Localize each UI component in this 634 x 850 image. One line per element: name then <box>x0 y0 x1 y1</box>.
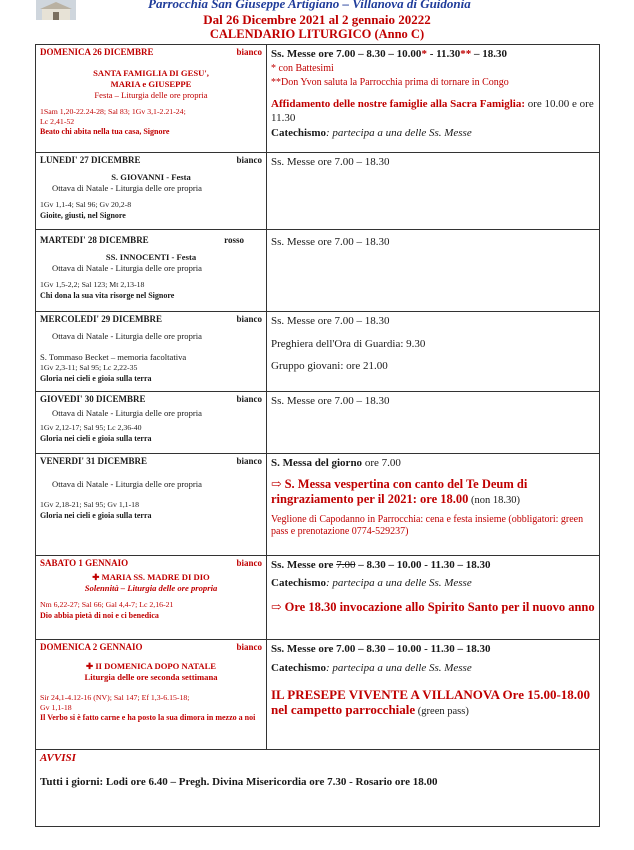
motto: Dio abbia pietà di noi e ci benedica <box>40 610 159 620</box>
schedule-cell <box>267 640 600 750</box>
cross-icon: ✚ <box>85 661 94 671</box>
day-cell <box>36 556 267 640</box>
day-label: MERCOLEDI' 29 DICEMBRE <box>40 314 163 324</box>
invocazione-line <box>271 600 595 615</box>
feast-line: Liturgia delle ore seconda settimana <box>84 672 218 682</box>
avvisi-cell <box>36 750 600 827</box>
feast-block <box>40 661 262 683</box>
catechismo-text: : partecipa a una delle Ss. Messe <box>326 126 472 139</box>
catechismo-label: Catechismo <box>271 661 326 674</box>
day-header <box>40 642 262 653</box>
day-cell <box>36 45 267 153</box>
presepe-text: IL PRESEPE VIVENTE A VILLANOVA Ore 15.00-18.00 nel campetto parrocchiale <box>271 687 591 717</box>
feast-line: Festa – Liturgia delle ore propria <box>94 90 208 100</box>
liturgical-color: bianco <box>236 394 262 404</box>
preghiera-line: Preghiera dell'Ora di Guardia: 9.30 <box>271 337 426 350</box>
day-label: DOMENICA 2 GENNAIO <box>40 642 143 652</box>
feast-line <box>40 572 262 583</box>
vespertina-note: (non 18.30) <box>468 494 521 506</box>
affidamento-line <box>271 97 595 126</box>
messe-line <box>271 558 595 573</box>
star-mark: * <box>421 48 427 60</box>
day-header <box>40 558 262 569</box>
feast-title: II DOMENICA DOPO NATALE <box>95 661 217 671</box>
presepe-line <box>271 687 595 719</box>
catechismo-label: Catechismo <box>271 126 326 139</box>
affidamento-label: Affidamento delle nostre famiglie alla Sacra Famiglia: <box>271 97 525 110</box>
readings <box>40 107 262 126</box>
table-row <box>36 640 600 750</box>
day-label: MARTEDI' 28 DICEMBRE <box>40 235 149 245</box>
header-dates: Dal 26 Dicembre 2021 al 2 gennaio 20222 <box>203 12 431 27</box>
octave-line: Ottava di Natale - Liturgia delle ore propria <box>52 479 202 489</box>
note-don-yvon: **Don Yvon saluta la Parrocchia prima di tornare in Congo <box>271 77 509 88</box>
motto: Il Verbo si è fatto carne e ha posto la sua dimora in mezzo a noi <box>40 713 256 722</box>
liturgical-color: bianco <box>236 155 262 165</box>
reading-line: Sir 24,1-4.12-16 (NV); Sal 147; Ef 1,3-6.15-18; <box>40 693 190 702</box>
avvisi-text: Tutti i giorni: Lodi ore 6.40 – Pregh. Divina Misericordia ore 7.30 - Rosario ore 18.00 <box>40 776 438 788</box>
memoria-line: S. Tommaso Becket – memoria facoltativa <box>40 352 187 362</box>
day-header <box>40 394 262 405</box>
schedule-cell <box>267 230 600 312</box>
readings: 1Gv 1,5-2,2; Sal 123; Mt 2,13-18 <box>40 280 145 289</box>
messe-line: Ss. Messe ore 7.00 – 18.30 <box>271 315 390 327</box>
day-label: DOMENICA 26 DICEMBRE <box>40 47 154 57</box>
day-label: GIOVEDI' 30 DICEMBRE <box>40 394 146 404</box>
reading-line: Lc 2,41-52 <box>40 116 75 126</box>
schedule-cell <box>267 556 600 640</box>
messa-time: ore 7.00 <box>362 457 401 469</box>
header-subtitle: CALENDARIO LITURGICO (Anno C) <box>209 27 425 41</box>
motto: Beato chi abita nella tua casa, Signore <box>40 127 170 136</box>
avvisi-row <box>36 750 600 827</box>
feast-block <box>40 572 262 594</box>
catechismo-line <box>271 126 595 141</box>
day-header <box>40 47 262 58</box>
liturgical-color: rosso <box>224 235 244 245</box>
readings: Nm 6,22-27; Sal 66; Gal 4,4-7; Lc 2,16-21 <box>40 600 174 609</box>
arrow-icon: ⇨ <box>271 476 282 491</box>
feast-line: SANTA FAMIGLIA DI GESU', <box>93 68 209 78</box>
catechismo-text: : partecipa a una delle Ss. Messe <box>326 576 472 589</box>
presepe-note: (green pass) <box>415 706 469 717</box>
readings: 1Gv 1,1-4; Sal 96; Gv 20,2-8 <box>40 200 132 209</box>
feast-line: SS. INNOCENTI - Festa <box>105 252 197 262</box>
day-cell <box>36 392 267 454</box>
reading-line: Gv 1,1-18 <box>40 702 72 712</box>
day-cell <box>36 312 267 392</box>
schedule-cell <box>267 45 600 153</box>
motto: Chi dona la sua vita risorge nel Signore <box>40 290 175 300</box>
day-cell <box>36 153 267 230</box>
feast-line <box>40 661 262 672</box>
schedule-cell <box>267 392 600 454</box>
messe-text: Ss. Messe ore <box>271 559 337 571</box>
catechismo-line <box>271 661 595 676</box>
day-label: VENERDI' 31 DICEMBRE <box>40 456 148 466</box>
feast-line: Solennità – Liturgia delle ore propria <box>84 583 218 593</box>
octave-line: Ottava di Natale - Liturgia delle ore propria <box>52 331 202 341</box>
feast-block <box>40 68 262 101</box>
table-row <box>36 556 600 640</box>
table-row <box>36 153 600 230</box>
liturgical-color: bianco <box>236 558 262 568</box>
octave-line: Ottava di Natale - Liturgia delle ore propria <box>52 183 202 193</box>
feast-line: S. GIOVANNI - Festa <box>111 172 191 182</box>
note-battesimi: * con Battesimi <box>271 62 334 74</box>
liturgical-calendar-table <box>35 44 600 827</box>
messe-struck: 7.00 <box>336 559 356 571</box>
messe-line: Ss. Messe ore 7.00 – 18.30 <box>271 236 390 248</box>
messe-text: – 8.30 – 10.00 - 11.30 – 18.30 <box>355 559 491 571</box>
day-header <box>40 235 262 246</box>
giovani-line: Gruppo giovani: ore 21.00 <box>271 360 388 372</box>
table-row <box>36 45 600 153</box>
messe-line: Ss. Messe ore 7.00 – 18.30 <box>271 156 390 168</box>
vespertina-text: S. Messa vespertina con canto del Te Deum di ringraziamento per il 2021: ore 18.00 <box>271 476 528 506</box>
day-header <box>40 314 262 325</box>
table-row <box>36 454 600 556</box>
page-header <box>0 0 634 44</box>
day-cell <box>36 454 267 556</box>
messe-line: Ss. Messe ore 7.00 – 8.30 – 10.00 - 11.30 – 18.30 <box>271 643 491 655</box>
cross-icon: ✚ <box>92 572 100 582</box>
schedule-cell <box>267 153 600 230</box>
day-label: SABATO 1 GENNAIO <box>40 558 129 568</box>
octave-line: Ottava di Natale - Liturgia delle ore propria <box>52 263 202 273</box>
star-mark: ** <box>460 48 472 60</box>
feast-title: MARIA SS. MADRE DI DIO <box>101 572 210 582</box>
liturgical-color: bianco <box>236 456 262 466</box>
day-label: LUNEDI' 27 DICEMBRE <box>40 155 141 165</box>
day-header <box>40 155 262 166</box>
vespertina-line <box>271 477 595 508</box>
messa-label: S. Messa del giorno <box>271 457 363 469</box>
table-row <box>36 230 600 312</box>
reading-line: 1Sam 1,20-22.24-28; Sal 83; 1Gv 3,1-2.21-24; <box>40 107 186 116</box>
messe-text: - 11.30 <box>426 48 461 60</box>
day-cell <box>36 640 267 750</box>
motto: Gioite, giusti, nel Signore <box>40 210 126 220</box>
messe-text: Ss. Messe ore 7.00 – 8.30 – 10.00 <box>271 48 422 60</box>
schedule-cell <box>267 312 600 392</box>
table-row <box>36 312 600 392</box>
readings: 1Gv 2,18-21; Sal 95; Gv 1,1-18 <box>40 500 139 509</box>
day-cell <box>36 230 267 312</box>
table-row <box>36 392 600 454</box>
octave-line: Ottava di Natale - Liturgia delle ore propria <box>52 408 202 418</box>
messe-line <box>271 47 595 62</box>
catechismo-label: Catechismo <box>271 576 326 589</box>
motto: Gloria nei cieli e gioia sulla terra <box>40 433 152 443</box>
affidamento-time: ore 10.00 e ore 11.30 <box>271 97 594 124</box>
messe-line: Ss. Messe ore 7.00 – 18.30 <box>271 395 390 407</box>
readings: 1Gv 2,3-11; Sal 95; Lc 2,22-35 <box>40 363 138 372</box>
schedule-cell <box>267 454 600 556</box>
feast-line: MARIA e GIUSEPPE <box>110 79 192 89</box>
veglione-line: Veglione di Capodanno in Parrocchia: cena e festa insieme (obbligatori: green pass e prenotazione 0774-529237) <box>271 513 584 537</box>
readings: 1Gv 2,12-17; Sal 95; Lc 2,36-40 <box>40 423 142 432</box>
motto: Gloria nei cieli e gioia sulla terra <box>40 373 152 383</box>
readings <box>40 693 262 712</box>
arrow-icon: ⇨ <box>271 600 282 614</box>
motto: Gloria nei cieli e gioia sulla terra <box>40 510 152 520</box>
header-title: Parrocchia San Giuseppe Artigiano – Villanova di Guidonia <box>148 0 471 11</box>
catechismo-text: : partecipa a una delle Ss. Messe <box>326 661 472 674</box>
day-header <box>40 456 262 467</box>
invocazione-text: Ore 18.30 invocazione allo Spirito Santo per il nuovo anno <box>284 600 595 614</box>
avvisi-title: AVVISI <box>40 752 76 764</box>
liturgical-color: bianco <box>236 314 262 324</box>
liturgical-color: bianco <box>236 47 262 57</box>
catechismo-line <box>271 576 595 591</box>
messa-line <box>271 456 595 471</box>
messe-text: – 18.30 <box>471 48 507 60</box>
liturgical-color: bianco <box>236 642 262 652</box>
